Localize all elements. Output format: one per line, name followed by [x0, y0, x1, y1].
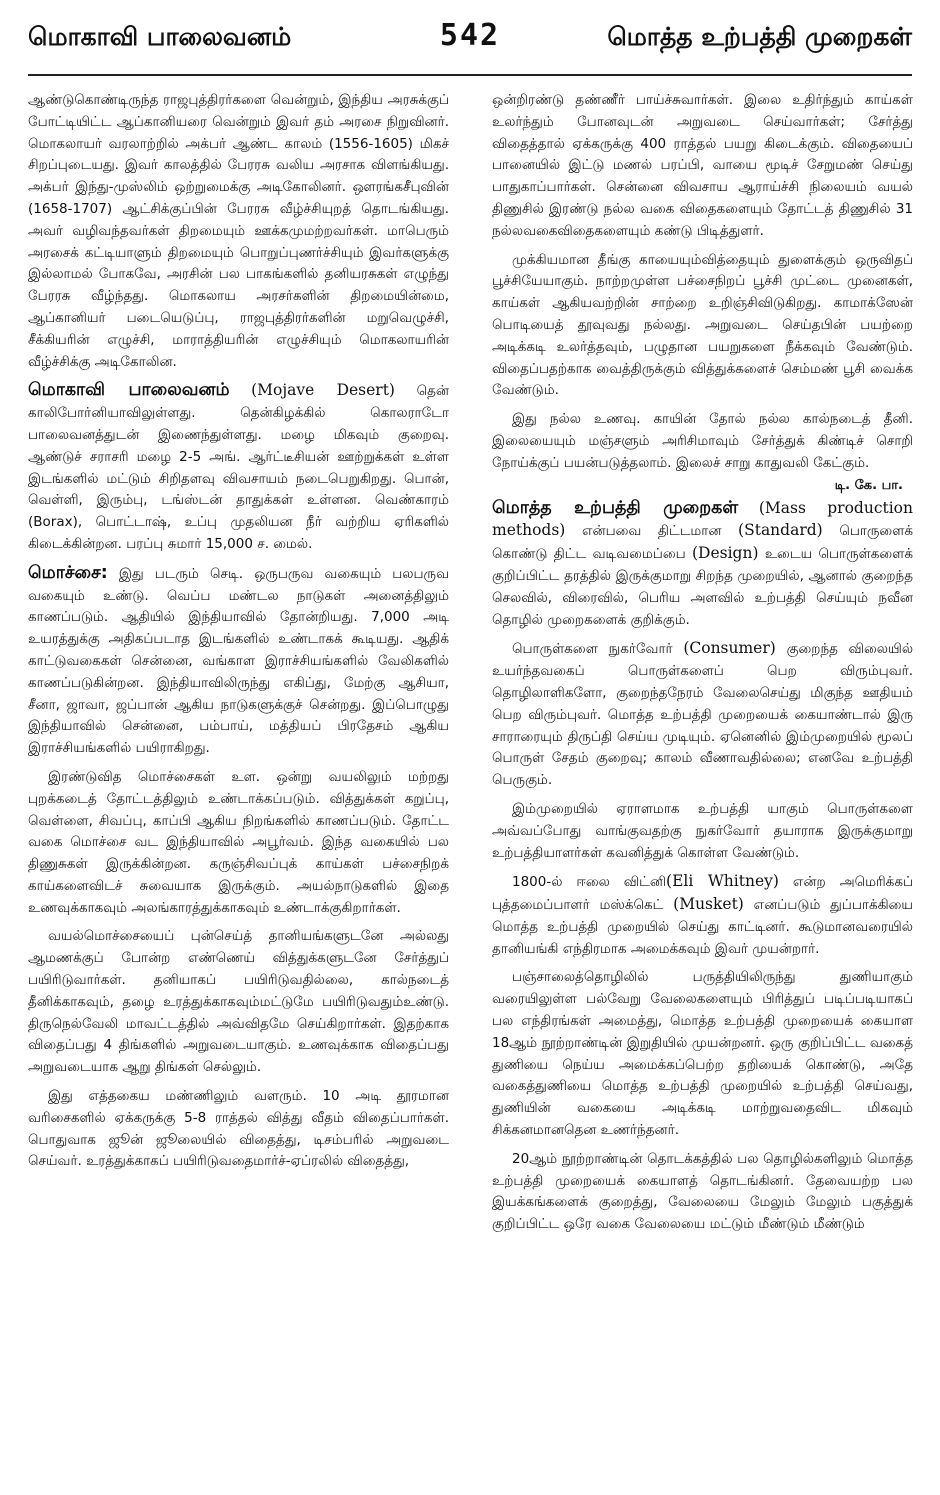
english-term: (Consumer)	[683, 639, 776, 658]
english-term: (Musket)	[673, 895, 744, 914]
paragraph-text: 1800-ல் ஈலை விட்னி	[512, 874, 667, 891]
entry-heading: மொகாவி பாலைவனம்	[28, 380, 230, 401]
paragraph: ஆண்டுகொண்டிருந்த ராஜபுத்திரர்களை வென்றும், இந்திய அரசுக்குப் போட்டியிட்ட ஆப்கானியரை வென்றும் இவர் தம் அரசை நிறுவினர். மொகலாயர் வரலாற்றில் அக்பர் ஆண்ட காலம் (1556-1605) மிகச் சிறப்புடையது. இவர் காலத்தில் பேரரசு வலிய அரசாக விளங்கியது. அக்பர் இந்து-முஸ்லிம் ஒற்றுமைக்கு அடிகோலினர். ஔரங்கசீபுவின் (1658-1707) ஆட்சிக்குப்பின் பேரரசு வீழ்ச்சியுறத் தொடங்கியது. அவர் வழிவந்தவர்கள் திறமையும் ஊக்கமுமற்றவர்கள். மாபெரும் அரசைக் கட்டியாளும் திறமையும் பொறுப்புணர்ச்சியும் இவர்களுக்கு இல்லாமல் போகவே, அரசின் பல பாகங்களில் தனியரசுகள் எழுந்து பேரரசு வீழ்ந்தது. மொகலாய அரசர்களின் திறமையின்மை, ஆப்கானியர் படையெடுப்பு, ராஜபுத்திரர்களின் மறுவெழுச்சி, சீக்கியரின் எழுச்சி, மாராத்தியரின் எழுச்சியும் மொகலாயரின் வீழ்ச்சிக்கு அடிகோலின.	[28, 92, 449, 370]
english-term: (Design)	[691, 544, 759, 563]
paragraph	[492, 409, 913, 474]
paragraph-text: எனப்படும் துப்பாக்கியை மொத்த உற்பத்தி முறையில் செய்து காட்டினர். கூடுமானவரையில் தானியங்கி எந்திரமாக அமைக்கவும் இவர் முயன்றார்.	[492, 897, 913, 957]
entry-mochai	[28, 563, 449, 760]
entry-text: தென் காலிபோர்னியாவிலுள்ளது. தென்கிழக்கில் கொலராடோ பாலைவனத்துடன் இணைந்துள்ளது. மழை மிகவும் குறைவு. ஆண்டுச் சராசரி மழை 2-5 அங். ஆர்ட்டீசியன் ஊற்றுக்கள் உள்ள இடங்களில் மட்டும் சிறிதளவு விவசாயம் நடைபெறுகிறது. பொன், வெள்ளி, இரும்பு, டங்ஸ்டன் தாதுக்கள் உள்ளன. வெண்காரம் (Borax), பொட்டாஷ், உப்பு முதலியன நீர் வற்றிய ஏரிகளில் கிடைக்கின்றன. பரப்பு சுமார் 15,000 ச. மைல்.	[28, 383, 449, 552]
paragraph: ஒன்றிரண்டு தண்ணீர் பாய்ச்சுவார்கள். இலை உதிர்ந்தும் காய்கள் உலர்ந்தும் போனவுடன் அறுவடை செய்வார்கள்; சேர்த்து விதைத்தால் ஏக்கருக்கு 400 ராத்தல் பயறு கிடைக்கும். விதையைப் பானையில் இட்டு மணல் பரப்பி, வாயை மூடிச் சேறுமண் செய்து பாதுகாப்பார்கள். சென்னை விவசாய ஆராய்ச்சி நிலையம் வயல் திணுசில் இரண்டு நல்ல வகை விதைகளையும் தோட்டத் திணுசில் 31 நல்லவகைவிதைகளையும் கண்டு பிடித்துளர்.	[492, 92, 913, 239]
author-signature: டி. கே. பா.	[834, 477, 903, 493]
entry-text: இது படரும் செடி. ஒருபருவ வகையும் பலபருவ வகையும் உண்டு. வெப்ப மண்டல நாடுகள் அனைத்திலும் காணப்படும். ஆதியில் இந்தியாவில் தோன்றியது. 7,000 அடி உயரத்துக்கு அதிகப்படாத இடங்களில் உண்டாகக் கூடியது. ஆதிக் காட்டுவகைகள் சென்னை, வங்காள இராச்சியங்களில் வேலிகளில் காணப்படுகின்றன. இந்தியாவிலிருந்து எகிப்து, மேற்கு ஆசியா, சீனா, ஜாவா, ஜப்பான் ஆகிய நாடுகளுக்குச் சென்றது. இப்பொழுது இந்தியாவில் சென்னை, பம்பாய், மத்தியப் பிரதேசம் ஆகிய இராச்சியங்களில் பயிராகிறது.	[28, 565, 449, 757]
paragraph-text: பொருள்களை நுகர்வோர்	[512, 641, 673, 658]
english-term: (Mojave Desert)	[251, 381, 395, 400]
english-term: (Eli Whitney)	[666, 872, 779, 891]
header-rule	[28, 74, 912, 76]
paragraph: முக்கியமான தீங்கு காயையும்வித்தையும் துளைக்கும் ஒருவிதப் பூச்சியேயாகும். நாற்றமுள்ள பச்சைநிறப் பூச்சி முட்டை முனைகள், காய்கள் ஆகியவற்றின் சாற்றை உறிஞ்சிவிடுகிறது. காமாக்ஸேன் பொடியைத் தூவுவது நல்லது. அறுவடை செய்தபின் பயற்றை அடிக்கடி உலர்த்தவும், பழுதான பயறுகளை நீக்கவும் வேண்டும். விதைப்பதற்காக வைத்திருக்கும் வித்துக்களைச் செம்மண் பூசி வைக்க வேண்டும்.	[492, 251, 913, 399]
paragraph	[492, 871, 913, 960]
paragraph: பஞ்சாலைத்தொழிலில் பருத்தியிலிருந்து துணியாகும் வரையிலுள்ள பல்வேறு வேலைகளையும் பிரித்துப் படிப்படியாகப் பல எந்திரங்கள் அமைத்து, மொத்த உற்பத்தி முறையைக் கையாள 18ஆம் நூற்றாண்டின் இறுதியில் முயன்றனர். ஒரு குறிப்பிட்ட வகைத் துணியை நெய்ய அமைக்கப்பெற்ற தறியைக் கொண்டு, அதே வகைத்துணியை மொத்த உற்பத்தி முறையில் உற்பத்தி செய்வது, துணியின் வகையை அடிக்கடி மாற்றுவதைவிட மிகவும் சிக்கனமானதென உணர்ந்தனர்.	[492, 969, 913, 1139]
entry-mojave	[28, 380, 449, 555]
paragraph: 20ஆம் நூற்றாண்டின் தொடக்கத்தில் பல தொழில்களிலும் மொத்த உற்பத்தி முறையைக் கையாளத் தொடங்கினர். தேவையற்ற பல இயக்கங்களைக் குறைத்து, வேலையை மேலும் மேலும் பகுத்துக் குறிப்பிட்ட ஒரே வகை வேலையை மட்டும் மீண்டும் மீண்டும்	[492, 1150, 913, 1233]
right-column	[492, 90, 913, 1485]
entry-mass-production	[492, 498, 913, 632]
paragraph-text: என்ற அமெரிக்கப் புத்தமைப்பாளர் மஸ்க்கெட்	[492, 874, 913, 914]
page-header	[28, 18, 912, 62]
paragraph-text: குறைந்த விலையில் உயர்ந்தவகைப் பொருள்களைப் பெற விரும்புவர். தொழிலாளிகளோ, குறைந்தநேரம் வேலைசெய்து மிகுந்த ஊதியம் பெற விரும்புவர். மொத்த உற்பத்தி முறையைக் கையாண்டால் இரு சாராரையும் திருப்தி செய்ய முடியும். ஏனெனில் இம்முறையில் மூலப் பொருள் சேதம் குறைவு; காலம் வீணாவதில்லை; எனவே உற்பத்தி பெருகும்.	[492, 641, 913, 789]
paragraph: இம்முறையில் ஏராளமாக உற்பத்தி யாகும் பொருள்களை அவ்வப்போது வாங்குவதற்கு நுகர்வோர் தயாராக இருக்குமாறு உற்பத்தியாளர்கள் கவனித்துக் கொள்ள வேண்டும்.	[492, 800, 913, 861]
paragraph	[492, 638, 913, 792]
entry-text: என்பவை திட்டமான	[581, 523, 722, 540]
paragraph: வயல்மொச்சையைப் புன்செய்த் தானியங்களுடனே அல்லது ஆமணக்குப் போன்ற எண்ணெய் வித்துக்களுடனே சேர்த்துப் பயிரிடுவார்கள். தனியாகப் பயிரிடுவதில்லை, கால்நடைத் தீனிக்காகவும், தழை உரத்துக்காகவும்மட்டுமே பயிரிடுவதும்உண்டு. திருநெல்வேலி மாவட்டத்தில் அவ்விதமே செய்கிறார்கள். இதற்காக விதைப்பது 4 திங்களில் அறுவடையாகும். உணவுக்காக விதைப்பது அறுவடையாக ஆறு திங்கள் செல்லும்.	[28, 928, 449, 1076]
english-term: (Mass production methods)	[492, 498, 913, 540]
entry-heading: மொச்சை:	[28, 562, 108, 583]
entry-heading: மொத்த உற்பத்தி முறைகள்	[492, 497, 739, 518]
running-head-left: மொகாவி பாலைவனம்	[28, 22, 292, 51]
english-term: (Standard)	[738, 521, 823, 540]
entry-text: உடைய பொருள்களைக் குறிப்பிட்ட தரத்தில் இருக்குமாறு சிறந்த முறையில், ஆனால் குறைந்த செலவில், விரைவில், பெரிய அளவில் உற்பத்தி செய்யும் நவீன தொழில் முறைகளைக் குறிக்கும்.	[492, 546, 913, 628]
page-number: 542	[439, 18, 501, 53]
paragraph: இரண்டுவித மொச்சைகள் உள. ஒன்று வயலிலும் மற்றது புறக்கடைத் தோட்டத்திலும் உண்டாக்கப்படும். வித்துக்கள் கறுப்பு, வெள்ளை, சிவப்பு, காப்பி ஆகிய நிறங்களில் காணப்படும். தோட்ட வகை மொச்சை வட இந்தியாவில் அபூர்வம். இந்த வகையில் பல திணுசுகள் இருக்கின்றன. கருஞ்சிவப்புக் காய்கள் பச்சைநிறக் காய்களைவிடச் சுவையாக இருக்கும். அயல்நாடுகளில் இதை உணவுக்காகவும் அலங்காரத்துக்காகவும் உண்டாக்குகிறார்கள்.	[28, 768, 449, 916]
paragraph-text: இது நல்ல உணவு. காயின் தோல் நல்ல கால்நடைத் தீனி. இலையையும் மஞ்சளும் அரிசிமாவும் சேர்த்துக் கிண்டிச் சொறி நோய்க்குப் பயன்படுத்தலாம். இலைச் சாறு காதுவலி கேட்கும்.	[492, 411, 913, 471]
entry-text: பொருளைக் கொண்டு திட்ட வடிவமைப்பை	[492, 523, 913, 563]
running-head-right: மொத்த உற்பத்தி முறைகள்	[607, 22, 912, 51]
paragraph: இது எத்தகைய மண்ணிலும் வளரும். 10 அடி தூரமான வரிசைகளில் ஏக்கருக்கு 5-8 ராத்தல் வித்து வீதம் விதைப்பார்கள். பொதுவாக ஜூன் ஜூலையில் விதைத்து, டிசம்பரில் அறுவடை செய்வர். உரத்துக்காகப் பயிரிடுவதைமார்ச்-ஏப்ரலில் விதைத்து,	[28, 1088, 449, 1170]
left-column	[28, 90, 449, 1485]
